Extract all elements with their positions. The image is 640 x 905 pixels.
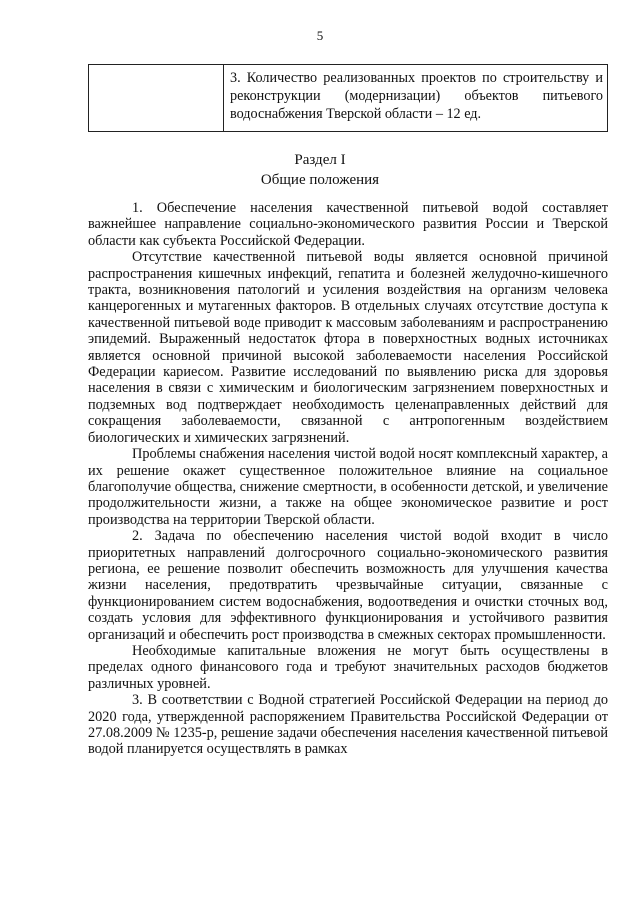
paragraph-6: 3. В соответствии с Водной стратегией Российской Федерации на период до 2020 года, утвержденной распоряжением Правительства Российской Федерации от 27.08.2009 № 1235-р, решение задачи обеспечения населения качественной питьевой водой планируется осуществлять в рамках [88, 692, 608, 758]
table-cell-empty [89, 65, 224, 132]
indicator-table [88, 64, 608, 132]
paragraph-1: 1. Обеспечение населения качественной питьевой водой составляет важнейшее направление социально-экономического развития России и Тверской области как субъекта Российской Федерации. [88, 200, 608, 249]
paragraph-3: Проблемы снабжения населения чистой водой носят комплексный характер, а их решение окажет существенное положительное влияние на социальное благополучие общества, снижение смертности, в особенности детской, и увеличение продолжительности жизни, а также на общее экономическое развитие и рост производства на территории Тверской области. [88, 446, 608, 528]
paragraph-2: Отсутствие качественной питьевой воды является основной причиной распространения кишечных инфекций, гепатита и болезней желудочно-кишечного тракта, возникновения патологий и усиления воздействия на организм человека канцерогенных и мутагенных факторов. В отдельных случаях отсутствие доступа к качественной питьевой воде приводит к массовым заболеваниям и распространению эпидемий. Выраженный недостаток фтора в поверхностных водных источниках является основной причиной высокой заболеваемости населения Российской Федерации кариесом. Развитие исследований по выявлению риска для здоровья населения в связи с химическим и биологическим загрязнением поверхностных и подземных вод подтверждает необходимость целенаправленных действий для сокращения заболеваемости, связанной с антропогенным воздействием биологических и химических загрязнений. [88, 249, 608, 446]
section-heading [0, 150, 640, 190]
page-number: 5 [316, 28, 324, 43]
paragraph-4: 2. Задача по обеспечению населения чистой водой входит в число приоритетных направлений долгосрочного социально-экономического развития региона, ее решение позволит обеспечить возможность для улучшения качества жизни населения, предотвратить чрезвычайные ситуации, связанные с функционированием систем водоснабжения, водоотведения и очистки сточных вод, создать условия для эффективного функционирования и устойчивого развития организаций и обеспечить рост производства в смежных секторах промышленности. [88, 528, 608, 643]
paragraph-5: Необходимые капитальные вложения не могут быть осуществлены в пределах одного финансового года и требуют значительных расходов бюджетов различных уровней. [88, 642, 608, 692]
section-subtitle: Общие положения [260, 172, 380, 188]
table-cell-indicator: 3. Количество реализованных проектов по строительству и реконструкции (модернизации) объектов питьевого водоснабжения Тверской области – 12 ед. [224, 65, 608, 132]
document-body [88, 200, 608, 758]
section-title: Раздел I [294, 152, 346, 168]
table-row [89, 65, 608, 132]
